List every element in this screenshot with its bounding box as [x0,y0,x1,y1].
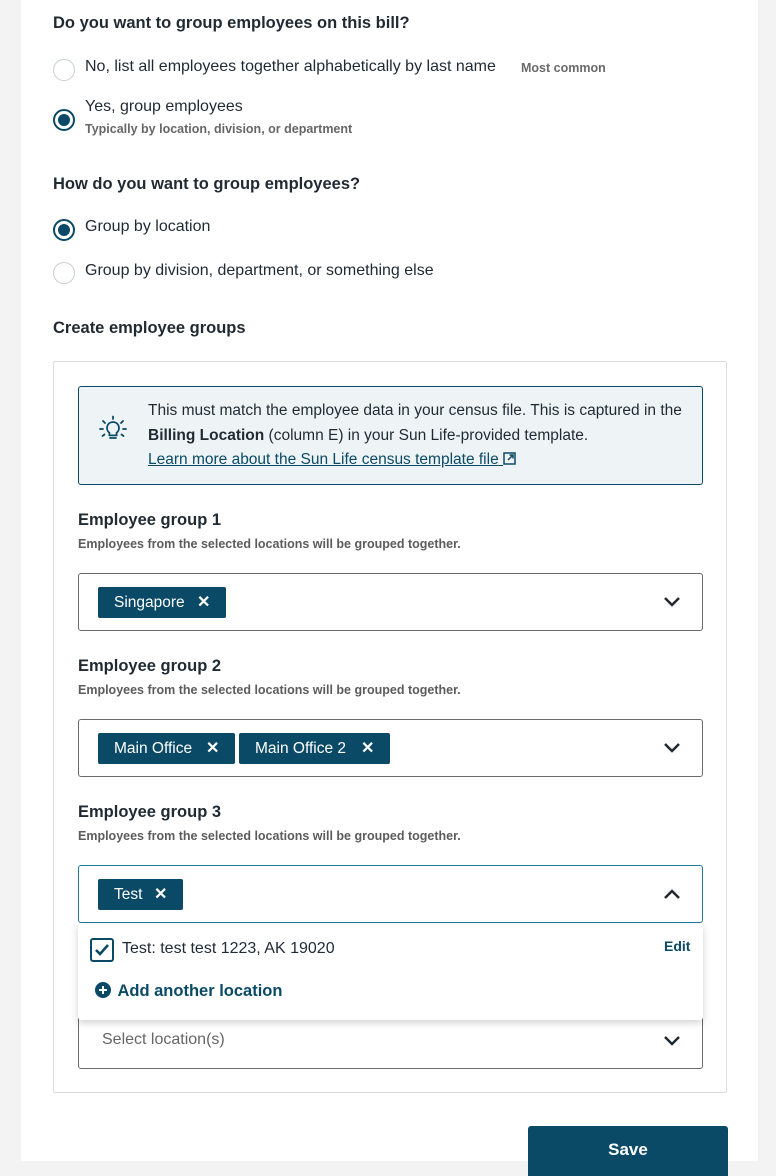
location-chip [98,879,183,910]
radio-no-group-label[interactable]: No, list all employees together alphabetically by last name [85,58,496,75]
remove-chip-icon[interactable]: ✕ [361,740,375,757]
chevron-up-icon[interactable] [662,886,682,902]
question-group-title: Do you want to group employees on this bill? [53,14,410,32]
checkmark-icon [92,940,112,960]
location-chip [98,587,226,618]
plus-circle-icon [95,982,111,1003]
group1-location-select[interactable] [78,573,703,631]
remove-chip-icon[interactable]: ✕ [154,886,168,903]
radio-group-location-label[interactable]: Group by location [85,218,211,235]
remove-chip-icon[interactable]: ✕ [206,740,220,757]
external-link-icon [503,449,516,474]
group1-subtitle: Employees from the selected locations will be grouped together. [78,537,461,551]
census-template-link[interactable]: Learn more about the Sun Life census template file [148,451,516,468]
chip-label: Test [114,886,143,903]
location-option-label[interactable]: Test: test test 1223, AK 19020 [122,940,335,957]
radio-group-division[interactable] [53,262,75,284]
radio-group-division-label[interactable]: Group by division, department, or something else [85,262,434,279]
billing-location-text: Billing Location [148,426,265,444]
group3-subtitle: Employees from the selected locations will be grouped together. [78,829,461,843]
location-checkbox[interactable] [90,938,114,962]
chevron-down-icon[interactable] [662,594,682,610]
chip-label: Main Office [114,740,193,757]
radio-yes-group[interactable] [53,109,75,131]
group2-title: Employee group 2 [78,657,222,675]
most-common-hint: Most common [521,61,606,75]
lightbulb-icon [98,415,128,450]
save-button[interactable]: Save [528,1126,728,1176]
group3-title: Employee group 3 [78,803,222,821]
add-location-label: Add another location [117,982,283,1000]
chip-label: Main Office 2 [255,740,347,757]
edit-location-button[interactable]: Edit [664,938,691,954]
location-chip [239,733,390,764]
census-notice [78,386,703,485]
select-placeholder: Select location(s) [102,1031,225,1048]
radio-no-group[interactable] [53,59,75,81]
group2-location-select[interactable] [78,719,703,777]
chevron-down-icon[interactable] [662,1033,682,1049]
radio-group-location[interactable] [53,219,75,241]
group3-location-select[interactable] [78,865,703,923]
notice-text: This must match the employee data in your census file. This is captured in the Billing Location (column E) in your Sun Life-provided template. Learn more about the Sun Life census template file [148,399,693,474]
group2-subtitle: Employees from the selected locations will be grouped together. [78,683,461,697]
chevron-down-icon[interactable] [662,740,682,756]
group1-title: Employee group 1 [78,511,222,529]
radio-yes-group-label[interactable]: Yes, group employees [85,98,243,115]
location-dropdown-menu [78,924,703,1020]
chip-label: Singapore [114,594,185,611]
location-chip [98,733,235,764]
create-groups-title: Create employee groups [53,319,246,337]
remove-chip-icon[interactable]: ✕ [197,594,211,611]
question-how-title: How do you want to group employees? [53,175,361,193]
radio-yes-group-hint: Typically by location, division, or department [85,122,353,136]
add-location-button[interactable] [95,982,282,1003]
